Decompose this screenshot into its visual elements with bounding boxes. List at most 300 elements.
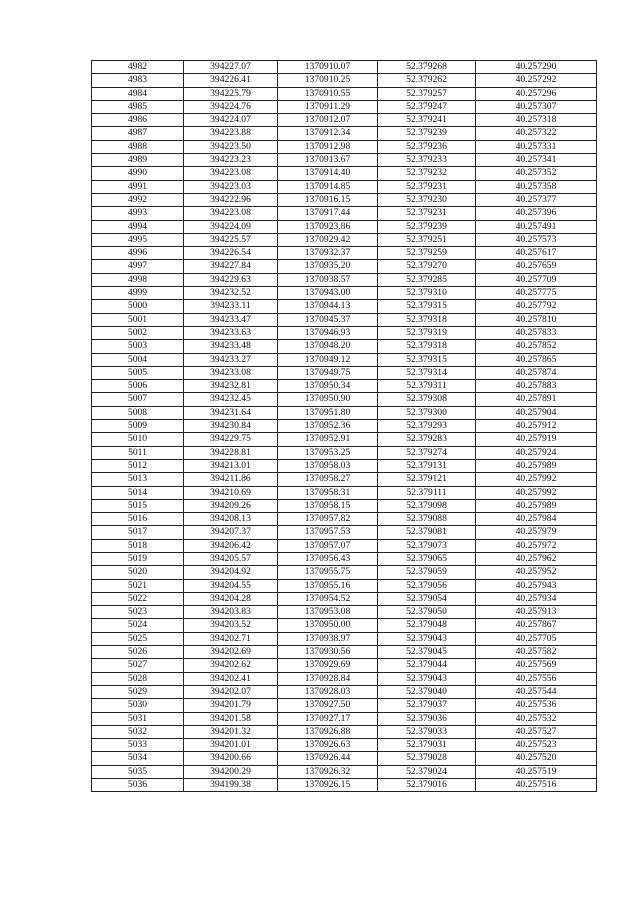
y-coordinate-cell: 1370938.57 <box>278 273 378 286</box>
x-coordinate-cell: 394208.13 <box>184 513 278 526</box>
x-coordinate-cell: 394232.52 <box>184 287 278 300</box>
x-coordinate-cell: 394209.26 <box>184 499 278 512</box>
latitude-cell: 52.379054 <box>378 592 476 605</box>
latitude-cell: 52.379233 <box>378 154 476 167</box>
table-row <box>92 779 597 792</box>
x-coordinate-cell: 394202.69 <box>184 646 278 659</box>
point-number-cell: 5007 <box>92 393 184 406</box>
longitude-cell: 40.257358 <box>476 180 597 193</box>
latitude-cell: 52.379318 <box>378 313 476 326</box>
longitude-cell: 40.257396 <box>476 207 597 220</box>
longitude-cell: 40.257352 <box>476 167 597 180</box>
x-coordinate-cell: 394226.41 <box>184 74 278 87</box>
table-row <box>92 552 597 565</box>
y-coordinate-cell: 1370950.00 <box>278 619 378 632</box>
x-coordinate-cell: 394201.01 <box>184 739 278 752</box>
point-number-cell: 4991 <box>92 180 184 193</box>
y-coordinate-cell: 1370910.25 <box>278 74 378 87</box>
y-coordinate-cell: 1370957.07 <box>278 539 378 552</box>
longitude-cell: 40.257491 <box>476 220 597 233</box>
point-number-cell: 5030 <box>92 699 184 712</box>
y-coordinate-cell: 1370952.91 <box>278 433 378 446</box>
x-coordinate-cell: 394201.32 <box>184 725 278 738</box>
table-row <box>92 247 597 260</box>
table-row <box>92 685 597 698</box>
coordinates-table <box>91 60 597 792</box>
x-coordinate-cell: 394207.37 <box>184 526 278 539</box>
point-number-cell: 5034 <box>92 752 184 765</box>
x-coordinate-cell: 394204.55 <box>184 579 278 592</box>
x-coordinate-cell: 394233.47 <box>184 313 278 326</box>
longitude-cell: 40.257810 <box>476 313 597 326</box>
point-number-cell: 5010 <box>92 433 184 446</box>
longitude-cell: 40.257919 <box>476 433 597 446</box>
table-row <box>92 539 597 552</box>
y-coordinate-cell: 1370917.44 <box>278 207 378 220</box>
point-number-cell: 4997 <box>92 260 184 273</box>
x-coordinate-cell: 394230.84 <box>184 420 278 433</box>
latitude-cell: 52.379231 <box>378 180 476 193</box>
point-number-cell: 5003 <box>92 340 184 353</box>
point-number-cell: 4999 <box>92 287 184 300</box>
latitude-cell: 52.379081 <box>378 526 476 539</box>
x-coordinate-cell: 394225.57 <box>184 233 278 246</box>
y-coordinate-cell: 1370912.34 <box>278 127 378 140</box>
table-row <box>92 659 597 672</box>
latitude-cell: 52.379239 <box>378 127 476 140</box>
latitude-cell: 52.379311 <box>378 380 476 393</box>
table-row <box>92 579 597 592</box>
latitude-cell: 52.379300 <box>378 406 476 419</box>
longitude-cell: 40.257617 <box>476 247 597 260</box>
point-number-cell: 5021 <box>92 579 184 592</box>
point-number-cell: 5026 <box>92 646 184 659</box>
y-coordinate-cell: 1370912.98 <box>278 140 378 153</box>
y-coordinate-cell: 1370930.56 <box>278 646 378 659</box>
point-number-cell: 5005 <box>92 366 184 379</box>
y-coordinate-cell: 1370913.67 <box>278 154 378 167</box>
y-coordinate-cell: 1370926.63 <box>278 739 378 752</box>
x-coordinate-cell: 394231.64 <box>184 406 278 419</box>
point-number-cell: 5009 <box>92 420 184 433</box>
y-coordinate-cell: 1370927.50 <box>278 699 378 712</box>
point-number-cell: 5002 <box>92 326 184 339</box>
point-number-cell: 4994 <box>92 220 184 233</box>
table-row <box>92 606 597 619</box>
table-row <box>92 433 597 446</box>
latitude-cell: 52.379231 <box>378 207 476 220</box>
longitude-cell: 40.257924 <box>476 446 597 459</box>
point-number-cell: 5001 <box>92 313 184 326</box>
table-row <box>92 632 597 645</box>
table-row <box>92 526 597 539</box>
y-coordinate-cell: 1370926.15 <box>278 779 378 792</box>
point-number-cell: 5032 <box>92 725 184 738</box>
longitude-cell: 40.257934 <box>476 592 597 605</box>
y-coordinate-cell: 1370958.27 <box>278 473 378 486</box>
x-coordinate-cell: 394227.84 <box>184 260 278 273</box>
point-number-cell: 4988 <box>92 140 184 153</box>
x-coordinate-cell: 394225.79 <box>184 87 278 100</box>
y-coordinate-cell: 1370926.44 <box>278 752 378 765</box>
y-coordinate-cell: 1370948.20 <box>278 340 378 353</box>
point-number-cell: 4982 <box>92 61 184 74</box>
latitude-cell: 52.379048 <box>378 619 476 632</box>
point-number-cell: 5024 <box>92 619 184 632</box>
latitude-cell: 52.379024 <box>378 765 476 778</box>
latitude-cell: 52.379131 <box>378 459 476 472</box>
table-row <box>92 167 597 180</box>
latitude-cell: 52.379230 <box>378 193 476 206</box>
point-number-cell: 4995 <box>92 233 184 246</box>
point-number-cell: 5020 <box>92 566 184 579</box>
table-row <box>92 273 597 286</box>
longitude-cell: 40.257573 <box>476 233 597 246</box>
y-coordinate-cell: 1370926.32 <box>278 765 378 778</box>
longitude-cell: 40.257296 <box>476 87 597 100</box>
point-number-cell: 5008 <box>92 406 184 419</box>
x-coordinate-cell: 394223.08 <box>184 207 278 220</box>
x-coordinate-cell: 394199.38 <box>184 779 278 792</box>
y-coordinate-cell: 1370916.15 <box>278 193 378 206</box>
table-row <box>92 393 597 406</box>
x-coordinate-cell: 394233.11 <box>184 300 278 313</box>
longitude-cell: 40.257943 <box>476 579 597 592</box>
point-number-cell: 4984 <box>92 87 184 100</box>
x-coordinate-cell: 394233.08 <box>184 366 278 379</box>
point-number-cell: 5012 <box>92 459 184 472</box>
x-coordinate-cell: 394213.01 <box>184 459 278 472</box>
latitude-cell: 52.379056 <box>378 579 476 592</box>
y-coordinate-cell: 1370914.40 <box>278 167 378 180</box>
table-row <box>92 752 597 765</box>
longitude-cell: 40.257867 <box>476 619 597 632</box>
longitude-cell: 40.257523 <box>476 739 597 752</box>
latitude-cell: 52.379259 <box>378 247 476 260</box>
latitude-cell: 52.379283 <box>378 433 476 446</box>
longitude-cell: 40.257292 <box>476 74 597 87</box>
y-coordinate-cell: 1370929.69 <box>278 659 378 672</box>
latitude-cell: 52.379314 <box>378 366 476 379</box>
y-coordinate-cell: 1370923.86 <box>278 220 378 233</box>
table-row <box>92 100 597 113</box>
x-coordinate-cell: 394233.27 <box>184 353 278 366</box>
longitude-cell: 40.257527 <box>476 725 597 738</box>
longitude-cell: 40.257912 <box>476 420 597 433</box>
table-row <box>92 220 597 233</box>
latitude-cell: 52.379241 <box>378 114 476 127</box>
y-coordinate-cell: 1370911.29 <box>278 100 378 113</box>
latitude-cell: 52.379274 <box>378 446 476 459</box>
longitude-cell: 40.257865 <box>476 353 597 366</box>
longitude-cell: 40.257852 <box>476 340 597 353</box>
table-row <box>92 260 597 273</box>
point-number-cell: 5014 <box>92 486 184 499</box>
table-row <box>92 207 597 220</box>
latitude-cell: 52.379016 <box>378 779 476 792</box>
point-number-cell: 4987 <box>92 127 184 140</box>
table-row <box>92 406 597 419</box>
point-number-cell: 5022 <box>92 592 184 605</box>
y-coordinate-cell: 1370949.12 <box>278 353 378 366</box>
table-row <box>92 699 597 712</box>
point-number-cell: 4998 <box>92 273 184 286</box>
y-coordinate-cell: 1370943.00 <box>278 287 378 300</box>
table-row <box>92 87 597 100</box>
latitude-cell: 52.379043 <box>378 672 476 685</box>
longitude-cell: 40.257989 <box>476 459 597 472</box>
latitude-cell: 52.379098 <box>378 499 476 512</box>
point-number-cell: 5006 <box>92 380 184 393</box>
table-row <box>92 326 597 339</box>
table-row <box>92 340 597 353</box>
point-number-cell: 4992 <box>92 193 184 206</box>
x-coordinate-cell: 394223.23 <box>184 154 278 167</box>
latitude-cell: 52.379028 <box>378 752 476 765</box>
longitude-cell: 40.257874 <box>476 366 597 379</box>
latitude-cell: 52.379236 <box>378 140 476 153</box>
longitude-cell: 40.257972 <box>476 539 597 552</box>
y-coordinate-cell: 1370928.03 <box>278 685 378 698</box>
longitude-cell: 40.257582 <box>476 646 597 659</box>
table-row <box>92 725 597 738</box>
latitude-cell: 52.379262 <box>378 74 476 87</box>
table-row <box>92 592 597 605</box>
longitude-cell: 40.257962 <box>476 552 597 565</box>
point-number-cell: 4990 <box>92 167 184 180</box>
longitude-cell: 40.257519 <box>476 765 597 778</box>
x-coordinate-cell: 394229.75 <box>184 433 278 446</box>
longitude-cell: 40.257989 <box>476 499 597 512</box>
table-row <box>92 566 597 579</box>
table-row <box>92 61 597 74</box>
longitude-cell: 40.257520 <box>476 752 597 765</box>
y-coordinate-cell: 1370955.75 <box>278 566 378 579</box>
y-coordinate-cell: 1370957.82 <box>278 513 378 526</box>
y-coordinate-cell: 1370951.80 <box>278 406 378 419</box>
point-number-cell: 5036 <box>92 779 184 792</box>
x-coordinate-cell: 394202.07 <box>184 685 278 698</box>
x-coordinate-cell: 394223.03 <box>184 180 278 193</box>
x-coordinate-cell: 394203.52 <box>184 619 278 632</box>
x-coordinate-cell: 394202.62 <box>184 659 278 672</box>
table-row <box>92 114 597 127</box>
point-number-cell: 4983 <box>92 74 184 87</box>
point-number-cell: 4989 <box>92 154 184 167</box>
x-coordinate-cell: 394204.28 <box>184 592 278 605</box>
point-number-cell: 5016 <box>92 513 184 526</box>
table-body <box>92 61 597 792</box>
longitude-cell: 40.257952 <box>476 566 597 579</box>
point-number-cell: 5018 <box>92 539 184 552</box>
point-number-cell: 5025 <box>92 632 184 645</box>
latitude-cell: 52.379308 <box>378 393 476 406</box>
latitude-cell: 52.379270 <box>378 260 476 273</box>
point-number-cell: 4996 <box>92 247 184 260</box>
longitude-cell: 40.257341 <box>476 154 597 167</box>
table-row <box>92 473 597 486</box>
longitude-cell: 40.257979 <box>476 526 597 539</box>
point-number-cell: 5033 <box>92 739 184 752</box>
point-number-cell: 5015 <box>92 499 184 512</box>
y-coordinate-cell: 1370945.37 <box>278 313 378 326</box>
latitude-cell: 52.379040 <box>378 685 476 698</box>
y-coordinate-cell: 1370914.85 <box>278 180 378 193</box>
x-coordinate-cell: 394233.48 <box>184 340 278 353</box>
longitude-cell: 40.257290 <box>476 61 597 74</box>
y-coordinate-cell: 1370950.34 <box>278 380 378 393</box>
y-coordinate-cell: 1370954.52 <box>278 592 378 605</box>
table-row <box>92 446 597 459</box>
x-coordinate-cell: 394200.29 <box>184 765 278 778</box>
latitude-cell: 52.379319 <box>378 326 476 339</box>
latitude-cell: 52.379050 <box>378 606 476 619</box>
y-coordinate-cell: 1370953.08 <box>278 606 378 619</box>
latitude-cell: 52.379031 <box>378 739 476 752</box>
y-coordinate-cell: 1370952.36 <box>278 420 378 433</box>
point-number-cell: 5011 <box>92 446 184 459</box>
table-row <box>92 154 597 167</box>
latitude-cell: 52.379073 <box>378 539 476 552</box>
x-coordinate-cell: 394200.66 <box>184 752 278 765</box>
x-coordinate-cell: 394229.63 <box>184 273 278 286</box>
y-coordinate-cell: 1370928.84 <box>278 672 378 685</box>
longitude-cell: 40.257775 <box>476 287 597 300</box>
longitude-cell: 40.257883 <box>476 380 597 393</box>
y-coordinate-cell: 1370949.75 <box>278 366 378 379</box>
latitude-cell: 52.379065 <box>378 552 476 565</box>
longitude-cell: 40.257833 <box>476 326 597 339</box>
point-number-cell: 4993 <box>92 207 184 220</box>
table-row <box>92 127 597 140</box>
y-coordinate-cell: 1370910.55 <box>278 87 378 100</box>
point-number-cell: 5019 <box>92 552 184 565</box>
latitude-cell: 52.379268 <box>378 61 476 74</box>
y-coordinate-cell: 1370956.43 <box>278 552 378 565</box>
latitude-cell: 52.379239 <box>378 220 476 233</box>
latitude-cell: 52.379037 <box>378 699 476 712</box>
y-coordinate-cell: 1370955.16 <box>278 579 378 592</box>
latitude-cell: 52.379043 <box>378 632 476 645</box>
latitude-cell: 52.379251 <box>378 233 476 246</box>
point-number-cell: 5004 <box>92 353 184 366</box>
longitude-cell: 40.257318 <box>476 114 597 127</box>
table-row <box>92 180 597 193</box>
x-coordinate-cell: 394224.09 <box>184 220 278 233</box>
y-coordinate-cell: 1370929.42 <box>278 233 378 246</box>
longitude-cell: 40.257556 <box>476 672 597 685</box>
latitude-cell: 52.379318 <box>378 340 476 353</box>
point-number-cell: 5035 <box>92 765 184 778</box>
table-row <box>92 300 597 313</box>
point-number-cell: 5027 <box>92 659 184 672</box>
table-row <box>92 74 597 87</box>
table-row <box>92 233 597 246</box>
y-coordinate-cell: 1370935.20 <box>278 260 378 273</box>
y-coordinate-cell: 1370932.37 <box>278 247 378 260</box>
longitude-cell: 40.257569 <box>476 659 597 672</box>
table-row <box>92 380 597 393</box>
latitude-cell: 52.379036 <box>378 712 476 725</box>
x-coordinate-cell: 394205.57 <box>184 552 278 565</box>
latitude-cell: 52.379121 <box>378 473 476 486</box>
longitude-cell: 40.257792 <box>476 300 597 313</box>
x-coordinate-cell: 394211.86 <box>184 473 278 486</box>
x-coordinate-cell: 394203.83 <box>184 606 278 619</box>
longitude-cell: 40.257536 <box>476 699 597 712</box>
longitude-cell: 40.257984 <box>476 513 597 526</box>
point-number-cell: 5017 <box>92 526 184 539</box>
x-coordinate-cell: 394222.96 <box>184 193 278 206</box>
y-coordinate-cell: 1370946.93 <box>278 326 378 339</box>
latitude-cell: 52.379293 <box>378 420 476 433</box>
table-row <box>92 193 597 206</box>
x-coordinate-cell: 394228.81 <box>184 446 278 459</box>
x-coordinate-cell: 394202.71 <box>184 632 278 645</box>
latitude-cell: 52.379111 <box>378 486 476 499</box>
table-row <box>92 513 597 526</box>
y-coordinate-cell: 1370958.15 <box>278 499 378 512</box>
point-number-cell: 4986 <box>92 114 184 127</box>
longitude-cell: 40.257992 <box>476 486 597 499</box>
longitude-cell: 40.257331 <box>476 140 597 153</box>
point-number-cell: 5000 <box>92 300 184 313</box>
x-coordinate-cell: 394232.81 <box>184 380 278 393</box>
longitude-cell: 40.257532 <box>476 712 597 725</box>
x-coordinate-cell: 394232.45 <box>184 393 278 406</box>
table-row <box>92 420 597 433</box>
table-row <box>92 765 597 778</box>
longitude-cell: 40.257377 <box>476 193 597 206</box>
x-coordinate-cell: 394233.63 <box>184 326 278 339</box>
longitude-cell: 40.257904 <box>476 406 597 419</box>
point-number-cell: 5029 <box>92 685 184 698</box>
latitude-cell: 52.379315 <box>378 353 476 366</box>
latitude-cell: 52.379232 <box>378 167 476 180</box>
longitude-cell: 40.257709 <box>476 273 597 286</box>
longitude-cell: 40.257992 <box>476 473 597 486</box>
table-row <box>92 140 597 153</box>
table-row <box>92 672 597 685</box>
x-coordinate-cell: 394206.42 <box>184 539 278 552</box>
x-coordinate-cell: 394201.58 <box>184 712 278 725</box>
point-number-cell: 5023 <box>92 606 184 619</box>
table-row <box>92 646 597 659</box>
point-number-cell: 5031 <box>92 712 184 725</box>
y-coordinate-cell: 1370944.13 <box>278 300 378 313</box>
latitude-cell: 52.379044 <box>378 659 476 672</box>
longitude-cell: 40.257516 <box>476 779 597 792</box>
x-coordinate-cell: 394204.92 <box>184 566 278 579</box>
y-coordinate-cell: 1370958.03 <box>278 459 378 472</box>
table-row <box>92 619 597 632</box>
x-coordinate-cell: 394223.08 <box>184 167 278 180</box>
x-coordinate-cell: 394224.07 <box>184 114 278 127</box>
longitude-cell: 40.257307 <box>476 100 597 113</box>
x-coordinate-cell: 394210.69 <box>184 486 278 499</box>
x-coordinate-cell: 394227.07 <box>184 61 278 74</box>
longitude-cell: 40.257659 <box>476 260 597 273</box>
x-coordinate-cell: 394224.76 <box>184 100 278 113</box>
point-number-cell: 5028 <box>92 672 184 685</box>
longitude-cell: 40.257891 <box>476 393 597 406</box>
x-coordinate-cell: 394223.50 <box>184 140 278 153</box>
longitude-cell: 40.257322 <box>476 127 597 140</box>
table-row <box>92 287 597 300</box>
table-row <box>92 739 597 752</box>
y-coordinate-cell: 1370926.88 <box>278 725 378 738</box>
y-coordinate-cell: 1370927.17 <box>278 712 378 725</box>
